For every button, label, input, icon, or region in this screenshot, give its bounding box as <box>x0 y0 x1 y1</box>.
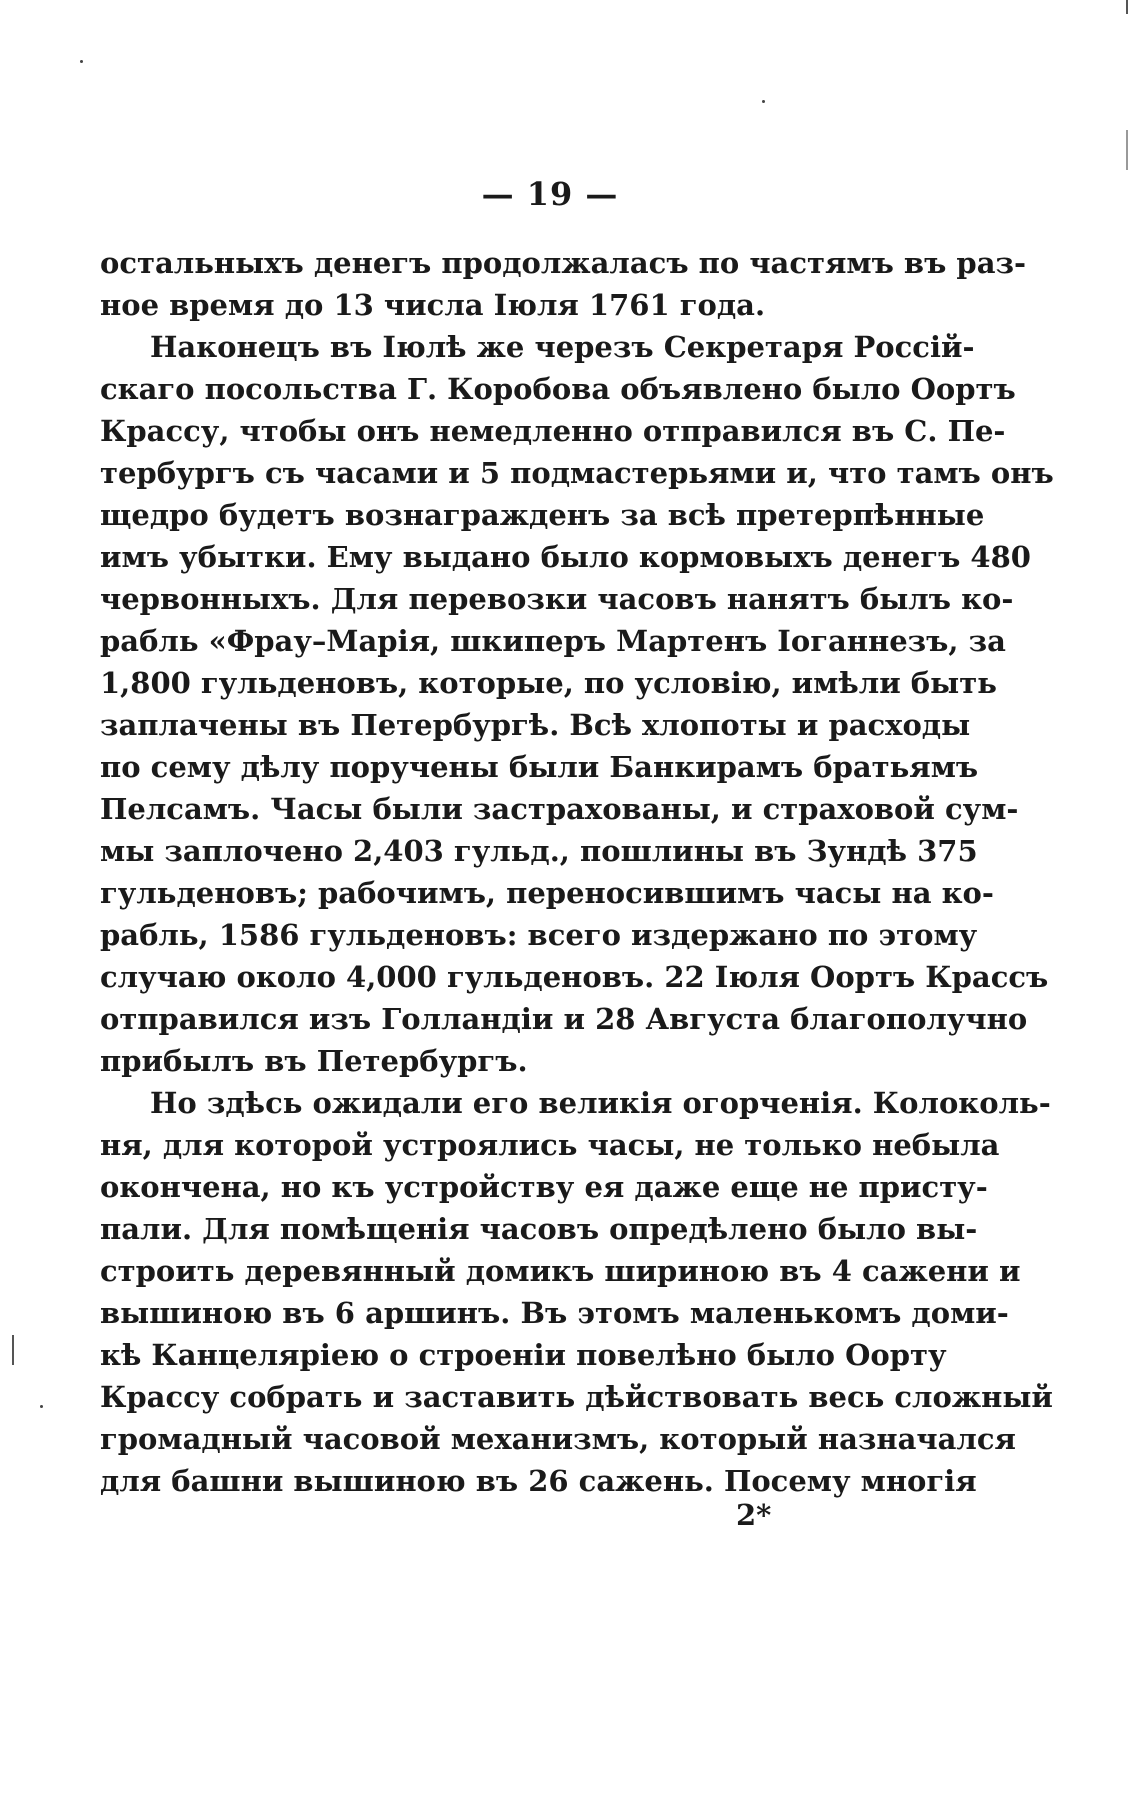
text-line: вышиною въ 6 аршинъ. Въ этомъ маленькомъ доми- <box>100 1296 1009 1330</box>
text-line: ня, для которой устроялись часы, не только небыла <box>100 1128 1000 1162</box>
text-line: Пелсамъ. Часы были застрахованы, и страховой сум- <box>100 792 1019 826</box>
text-line: рабль «Фрау–Марія, шкиперъ Мартенъ Іоганнезъ, за <box>100 624 1006 658</box>
text-line: прибылъ въ Петербургъ. <box>100 1044 528 1078</box>
text-line: остальныхъ денегъ продолжаласъ по частямъ въ раз- <box>100 246 1027 280</box>
signature-mark: 2* <box>736 1498 772 1532</box>
text-line: кѣ Канцеляріею о строеніи повелѣно было Оорту <box>100 1338 947 1372</box>
scan-edge-mark <box>1126 130 1128 170</box>
scan-edge-mark <box>12 1335 14 1365</box>
text-line: пали. Для помѣщенія часовъ опредѣлено было вы- <box>100 1212 978 1246</box>
text-line: щедро будетъ вознагражденъ за всѣ претерпѣнные <box>100 498 985 532</box>
text-line: Наконецъ въ Іюлѣ же черезъ Секретаря Россій- <box>150 330 975 364</box>
text-line: заплачены въ Петербургѣ. Всѣ хлопоты и расходы <box>100 708 971 742</box>
text-line: по сему дѣлу поручены были Банкирамъ братьямъ <box>100 750 979 784</box>
text-line: Крассу собрать и заставить дѣйствовать весь сложный <box>100 1380 1053 1414</box>
text-line: громадный часовой механизмъ, который назначался <box>100 1422 1016 1456</box>
scan-speck <box>762 100 765 103</box>
text-line: 1,800 гульденовъ, которые, по условію, имѣли быть <box>100 666 997 700</box>
scan-speck <box>80 60 83 63</box>
text-line: Крассу, чтобы онъ немедленно отправился въ С. Пе- <box>100 414 1006 448</box>
text-line: тербургъ съ часами и 5 подмастерьями и, что тамъ онъ <box>100 456 1054 490</box>
text-line: мы заплочено 2,403 гульд., пошлины въ Зундѣ 375 <box>100 834 978 868</box>
text-line: скаго посольства Г. Коробова объявлено было Оортъ <box>100 372 1016 406</box>
scan-edge-mark <box>1126 0 1128 14</box>
text-line: для башни вышиною въ 26 сажень. Посему многія <box>100 1464 977 1498</box>
scan-speck <box>40 1405 43 1408</box>
text-line: Но здѣсь ожидали его великія огорченія. Колоколь- <box>150 1086 1051 1120</box>
text-line: случаю около 4,000 гульденовъ. 22 Іюля Оортъ Крассъ <box>100 960 1049 994</box>
text-line: рабль, 1586 гульденовъ: всего издержано по этому <box>100 918 978 952</box>
body-text <box>100 242 1054 1502</box>
text-line: строить деревянный домикъ шириною въ 4 сажени и <box>100 1254 1021 1288</box>
text-line: окончена, но къ устройству ея даже еще не присту- <box>100 1170 988 1204</box>
text-line: отправился изъ Голландіи и 28 Августа благополучно <box>100 1002 1028 1036</box>
text-line: ное время до 13 числа Іюля 1761 года. <box>100 288 766 322</box>
text-line: имъ убытки. Ему выдано было кормовыхъ денегъ 480 <box>100 540 1031 574</box>
text-line: червонныхъ. Для перевозки часовъ нанятъ былъ ко- <box>100 582 1014 616</box>
text-line: гульденовъ; рабочимъ, переносившимъ часы на ко- <box>100 876 994 910</box>
page-number: — 19 — <box>481 175 619 213</box>
